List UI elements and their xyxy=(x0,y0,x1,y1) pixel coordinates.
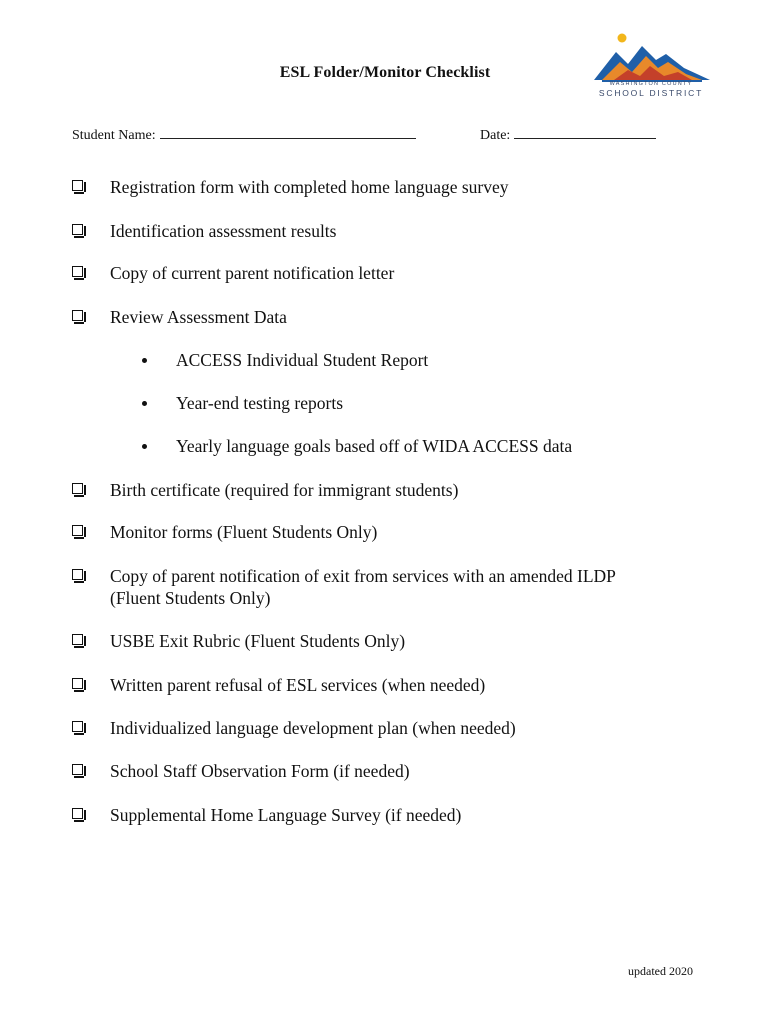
sub-list-item-label: Year-end testing reports xyxy=(176,393,344,413)
checkbox-icon[interactable] xyxy=(72,310,83,321)
student-name-row xyxy=(72,126,416,144)
checklist-item-label: Birth certificate (required for immigrant students) xyxy=(110,480,459,500)
checklist-item-label: Individualized language development plan (when needed) xyxy=(110,718,516,738)
checklist-item-label: School Staff Observation Form (if needed) xyxy=(110,761,410,781)
checklist-item-label: Supplemental Home Language Survey (if needed) xyxy=(110,805,462,825)
checkbox-icon[interactable] xyxy=(72,569,83,580)
sub-list-item xyxy=(142,349,428,371)
sub-list-item xyxy=(142,392,343,414)
sub-list-item-label: ACCESS Individual Student Report xyxy=(176,350,429,370)
checklist-item-label-continued: (Fluent Students Only) xyxy=(110,588,271,608)
page-title: ESL Folder/Monitor Checklist xyxy=(279,64,491,81)
updated-note: updated 2020 xyxy=(628,964,693,978)
sub-list-item xyxy=(142,435,572,457)
checklist-item-label: Written parent refusal of ESL services (when needed) xyxy=(110,675,486,695)
checkbox-icon[interactable] xyxy=(72,764,83,775)
date-row xyxy=(480,126,656,144)
bullet-icon xyxy=(142,358,147,363)
checkbox-icon[interactable] xyxy=(72,266,83,277)
checklist-item-label: Identification assessment results xyxy=(110,221,337,241)
student-name-label: Student Name: xyxy=(72,128,156,143)
checkbox-icon[interactable] xyxy=(72,721,83,732)
logo-line1: WASHINGTON COUNTY xyxy=(609,81,693,87)
sub-list-item-label: Yearly language goals based off of WIDA ACCESS data xyxy=(176,436,573,456)
sun-icon xyxy=(618,34,627,43)
checklist-item-label: Monitor forms (Fluent Students Only) xyxy=(110,522,378,542)
checkbox-icon[interactable] xyxy=(72,808,83,819)
checkbox-icon[interactable] xyxy=(72,224,83,235)
bullet-icon xyxy=(142,401,147,406)
date-field[interactable] xyxy=(514,126,656,139)
checklist-item-label: Copy of parent notification of exit from services with an amended ILDP xyxy=(110,566,616,586)
checkbox-icon[interactable] xyxy=(72,634,83,645)
checklist-item-label: Copy of current parent notification letter xyxy=(110,263,395,283)
checkbox-icon[interactable] xyxy=(72,525,83,536)
checkbox-icon[interactable] xyxy=(72,483,83,494)
checklist-item-label: Registration form with completed home language survey xyxy=(110,177,509,197)
date-label: Date: xyxy=(480,128,511,143)
checkbox-icon[interactable] xyxy=(72,678,83,689)
bullet-icon xyxy=(142,444,147,449)
checklist-item-label: Review Assessment Data xyxy=(110,307,287,327)
checklist-item-label: USBE Exit Rubric (Fluent Students Only) xyxy=(110,631,406,651)
checkbox-icon[interactable] xyxy=(72,180,83,191)
logo-line2: SCHOOL DISTRICT xyxy=(598,88,704,98)
student-name-field[interactable] xyxy=(160,126,416,139)
